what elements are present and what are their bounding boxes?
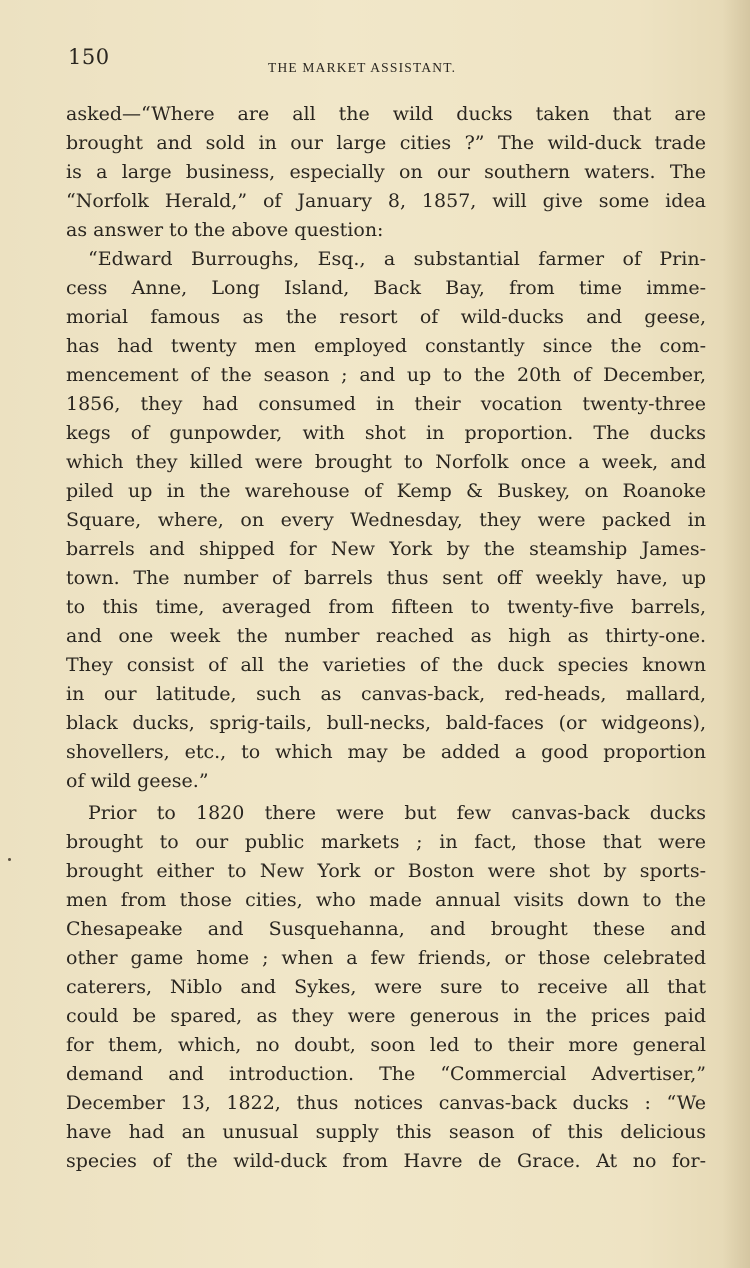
body-text bbox=[66, 100, 706, 1176]
text-line: morial famous as the resort of wild-ducks and geese, bbox=[66, 306, 706, 328]
text-line: cess Anne, Long Island, Back Bay, from time imme- bbox=[66, 277, 706, 299]
page-edge-shadow bbox=[722, 0, 750, 1268]
text-line: other game home ; when a few friends, or those celebrated bbox=[66, 947, 706, 969]
text-line: asked—“Where are all the wild ducks taken that are bbox=[66, 103, 706, 125]
text-line: town. The number of barrels thus sent off weekly have, up bbox=[66, 567, 706, 589]
running-head: THE MARKET ASSISTANT. bbox=[268, 60, 457, 75]
text-line: Prior to 1820 there were but few canvas-back ducks bbox=[88, 802, 706, 824]
text-line: in our latitude, such as canvas-back, red-heads, mallard, bbox=[66, 683, 706, 705]
text-line: 1856, they had consumed in their vocation twenty-three bbox=[66, 393, 706, 415]
paragraph-1 bbox=[66, 100, 706, 245]
text-line: “Norfolk Herald,” of January 8, 1857, will give some idea bbox=[66, 190, 706, 212]
text-line: which they killed were brought to Norfolk once a week, and bbox=[66, 451, 706, 473]
text-line: brought either to New York or Boston were shot by sports- bbox=[66, 860, 706, 882]
text-line: brought to our public markets ; in fact, those that were bbox=[66, 831, 706, 853]
text-line: caterers, Niblo and Sykes, were sure to receive all that bbox=[66, 976, 706, 998]
text-line: have had an unusual supply this season of this delicious bbox=[66, 1121, 706, 1143]
text-line: could be spared, as they were generous in the prices paid bbox=[66, 1005, 706, 1027]
text-line: barrels and shipped for New York by the steamship James- bbox=[66, 538, 706, 560]
text-line: shovellers, etc., to which may be added a good proportion bbox=[66, 741, 706, 763]
text-line: has had twenty men employed constantly since the com- bbox=[66, 335, 706, 357]
text-line: men from those cities, who made annual visits down to the bbox=[66, 889, 706, 911]
text-line: mencement of the season ; and up to the 20th of December, bbox=[66, 364, 706, 386]
text-line: is a large business, especially on our southern waters. The bbox=[66, 161, 706, 183]
text-line: demand and introduction. The “Commercial Advertiser,” bbox=[66, 1063, 706, 1085]
text-line: December 13, 1822, thus notices canvas-back ducks : “We bbox=[66, 1092, 706, 1114]
text-line: piled up in the warehouse of Kemp & Buskey, on Roanoke bbox=[66, 480, 706, 502]
text-line: Square, where, on every Wednesday, they were packed in bbox=[66, 509, 706, 531]
text-line: Chesapeake and Susquehanna, and brought these and bbox=[66, 918, 706, 940]
text-line: as answer to the above question: bbox=[66, 219, 384, 241]
text-line: for them, which, no doubt, soon led to their more general bbox=[66, 1034, 706, 1056]
text-line: kegs of gunpowder, with shot in proportion. The ducks bbox=[66, 422, 706, 444]
text-line: “Edward Burroughs, Esq., a substantial farmer of Prin- bbox=[88, 248, 706, 270]
paragraph-2 bbox=[66, 245, 706, 796]
ink-speck bbox=[8, 858, 11, 861]
page-number: 150 bbox=[68, 45, 110, 69]
text-line: black ducks, sprig-tails, bull-necks, bald-faces (or widgeons), bbox=[66, 712, 706, 734]
text-line: of wild geese.” bbox=[66, 770, 209, 792]
text-line: They consist of all the varieties of the duck species known bbox=[66, 654, 706, 676]
text-line: to this time, averaged from fifteen to twenty-five barrels, bbox=[66, 596, 706, 618]
paragraph-3 bbox=[66, 799, 706, 1176]
text-line: species of the wild-duck from Havre de Grace. At no for- bbox=[66, 1150, 706, 1172]
text-line: and one week the number reached as high as thirty-one. bbox=[66, 625, 706, 647]
text-line: brought and sold in our large cities ?” The wild-duck trade bbox=[66, 132, 706, 154]
